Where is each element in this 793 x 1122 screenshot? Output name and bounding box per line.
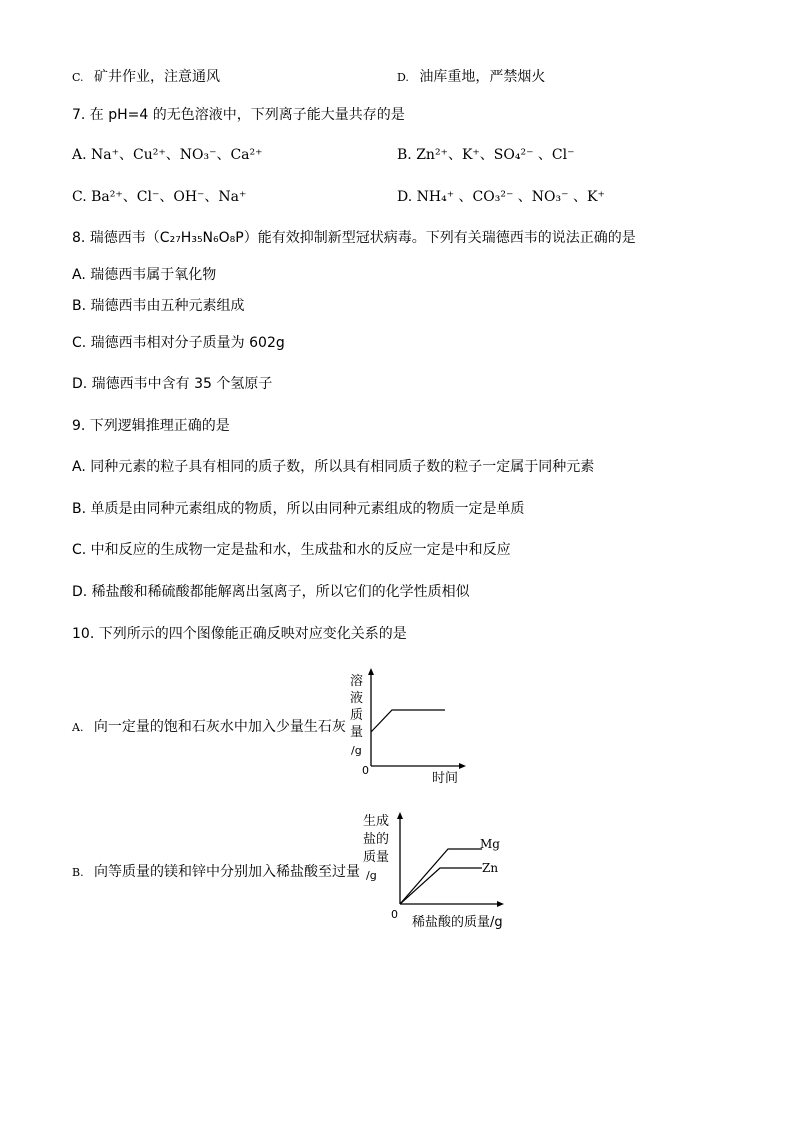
q7-option-b-text: Zn²⁺、K⁺、SO₄²⁻ 、Cl⁻ — [416, 147, 575, 163]
graph-b-ylabel-1: 生成 — [363, 814, 390, 829]
q7-stem: 7. 在 pH=4 的无色溶液中，下列离子能大量共存的是 — [72, 107, 405, 123]
q7-option-a-label: A. — [72, 147, 87, 163]
graph-a-ylabel-1: 溶 — [350, 674, 364, 689]
graph-a-xlabel: 时间 — [432, 771, 459, 786]
graph-b-origin: 0 — [391, 908, 398, 921]
q7-option-d-label: D. — [397, 189, 413, 205]
graph-b-ylabel-3: 质量 — [363, 850, 390, 865]
q10-option-a-text: 向一定量的饱和石灰水中加入少量生石灰 — [93, 719, 346, 735]
q10-graph-b — [360, 806, 520, 934]
graph-b-series-zn: Zn — [482, 861, 499, 875]
q6-option-d-label: D. — [397, 71, 409, 84]
q7-option-d — [397, 188, 605, 206]
graph-b-y-arrow — [397, 812, 403, 819]
q9-option-d: D. 稀盐酸和稀硫酸都能解离出氢离子，所以它们的化学性质相似 — [72, 584, 470, 600]
q9-option-b: B. 单质是由同种元素组成的物质，所以由同种元素组成的物质一定是单质 — [72, 501, 525, 517]
graph-b-x-arrow — [497, 901, 504, 907]
q10-option-a — [72, 718, 346, 737]
q6-option-d-text: 油库重地，严禁烟火 — [419, 69, 546, 85]
q9-stem: 9. 下列逻辑推理正确的是 — [72, 418, 230, 434]
graph-a-ylabel-3: 质 — [350, 708, 364, 723]
q7-option-c-text: Ba²⁺、Cl⁻、OH⁻、Na⁺ — [91, 189, 247, 205]
q7-option-b — [397, 146, 575, 164]
graph-b-ylabel-2: 盐的 — [363, 832, 390, 847]
graph-a-ylabel-5: /g — [351, 744, 362, 757]
graph-a-y-arrow — [368, 668, 374, 675]
q10-option-a-label: A. — [72, 721, 84, 734]
q6-option-c — [72, 68, 220, 87]
graph-b-ylabel-4: /g — [366, 869, 377, 882]
graph-a-origin: 0 — [362, 764, 369, 777]
q7-option-c-label: C. — [72, 189, 87, 205]
q7-option-d-text: NH₄⁺ 、CO₃²⁻ 、NO₃⁻ 、K⁺ — [416, 189, 605, 205]
graph-a-x-arrow — [459, 763, 466, 769]
graph-b-mg-curve — [400, 849, 482, 904]
q8-stem: 8. 瑞德西韦（C₂₇H₃₅N₆O₈P）能有效抑制新型冠状病毒。下列有关瑞德西韦的说法正确的是 — [72, 230, 636, 246]
q10-graph-b-svg — [360, 806, 520, 934]
graph-b-xlabel: 稀盐酸的质量/g — [412, 915, 503, 930]
q8-option-a: A. 瑞德西韦属于氧化物 — [72, 267, 217, 283]
graph-a-ylabel-4: 量 — [350, 725, 364, 740]
graph-a-ylabel-2: 液 — [350, 691, 364, 706]
q6-option-c-label: C. — [72, 71, 84, 84]
graph-b-series-mg: Mg — [480, 837, 500, 851]
q7-option-a-text: Na⁺、Cu²⁺、NO₃⁻、Ca²⁺ — [91, 147, 263, 163]
q8-option-c: C. 瑞德西韦相对分子质量为 602g — [72, 335, 285, 351]
q6-option-d — [397, 68, 545, 87]
q6-option-c-text: 矿井作业，注意通风 — [93, 69, 220, 85]
q10-option-b-text: 向等质量的镁和锌中分别加入稀盐酸至过量 — [94, 864, 361, 880]
q10-stem: 10. 下列所示的四个图像能正确反映对应变化关系的是 — [72, 626, 407, 642]
graph-a-curve — [371, 710, 445, 732]
q10-graph-a — [340, 664, 470, 788]
q10-option-b-label: B. — [72, 866, 84, 879]
q9-option-a: A. 同种元素的粒子具有相同的质子数，所以具有相同质子数的粒子一定属于同种元素 — [72, 459, 595, 475]
q8-option-d: D. 瑞德西韦中含有 35 个氢原子 — [72, 376, 273, 392]
q8-option-b: B. 瑞德西韦由五种元素组成 — [72, 298, 245, 314]
q7-option-c — [72, 188, 246, 206]
q7-option-a — [72, 146, 263, 164]
q10-graph-a-svg — [340, 664, 470, 788]
q7-option-b-label: B. — [397, 147, 412, 163]
q9-option-c: C. 中和反应的生成物一定是盐和水，生成盐和水的反应一定是中和反应 — [72, 542, 511, 558]
q10-option-b — [72, 863, 360, 882]
graph-b-zn-curve — [400, 868, 482, 904]
